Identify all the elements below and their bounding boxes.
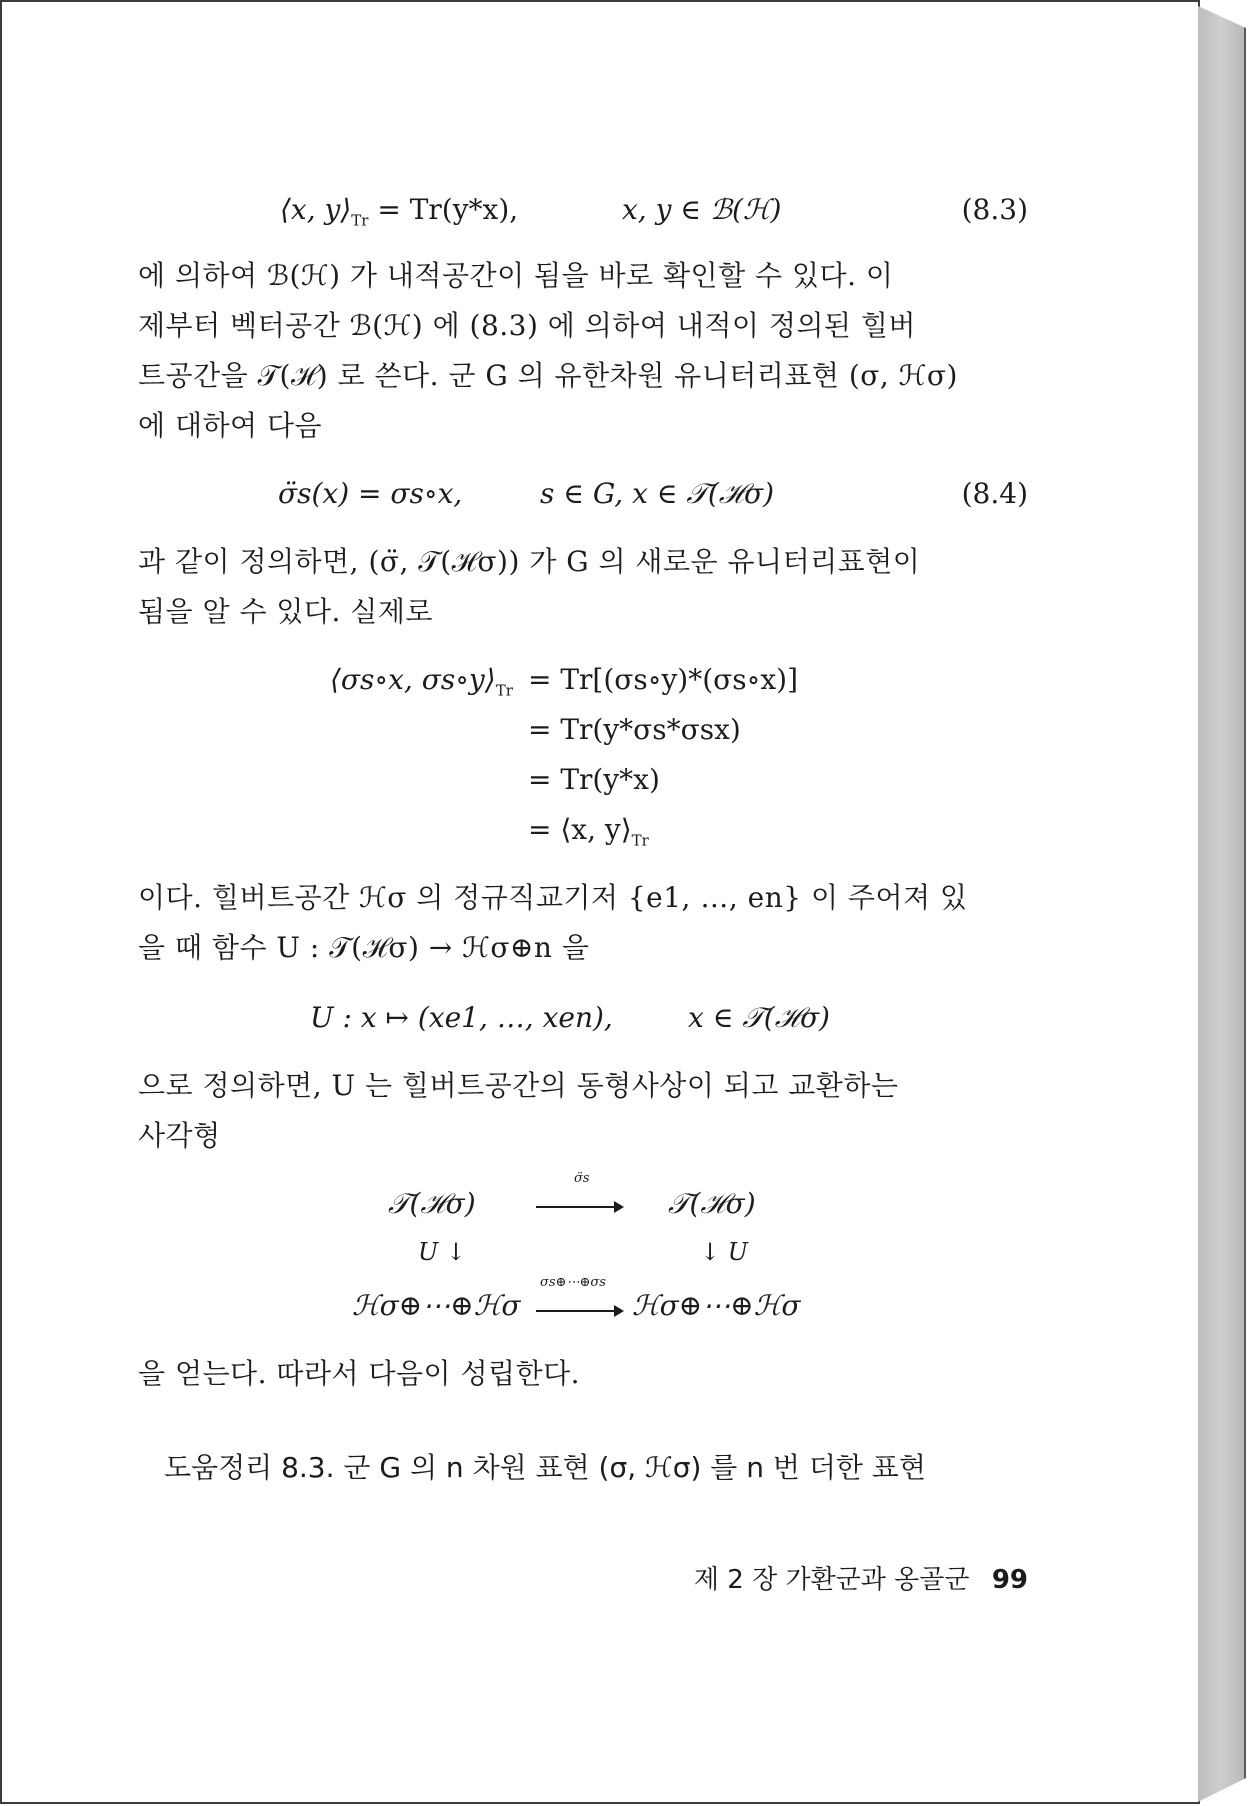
para4-line-1: 으로 정의하면, U 는 힐버트공간의 동형사상이 되고 교환하는 <box>138 1069 899 1102</box>
diagram-top-left: 𝒯(ℋσ) <box>388 1187 476 1220</box>
eq-8-3-lhs-sub: Tr <box>351 211 369 230</box>
derivation-step-4 <box>528 810 649 861</box>
page-edge <box>1198 6 1246 1802</box>
derivation-step-3: = Tr(y*x) <box>528 763 660 796</box>
eq-u-lhs: U : x ↦ (xe1, …, xen), <box>310 1001 613 1034</box>
para1-line-1: 에 의하여 ℬ(ℋ) 가 내적공간이 됨을 바로 확인할 수 있다. 이 <box>138 259 894 292</box>
para1-line-4: 에 대하여 다음 <box>138 409 323 442</box>
diagram-bottom-right: ℋσ⊕⋯⊕ℋσ <box>632 1289 801 1322</box>
diagram-bottom-left: ℋσ⊕⋯⊕ℋσ <box>352 1289 521 1322</box>
diagram-top-arrow-label: σ̈s <box>574 1171 590 1186</box>
para2-line-2: 됨을 알 수 있다. 실제로 <box>138 595 433 628</box>
diagram-left-label: U ↓ <box>418 1238 466 1266</box>
eq-8-3-rhs: = Tr(y*x), <box>377 193 519 226</box>
eq-8-3-condition: x, y ∈ ℬ(ℋ) <box>622 193 782 226</box>
para3-line-1: 이다. 힐버트공간 ℋσ 의 정규직교기저 {e1, …, en} 이 주어져 있 <box>138 881 968 914</box>
eq-8-4-lhs: σ̈s(x) = σs∘x, <box>278 477 463 510</box>
para5-line: 을 얻는다. 따라서 다음이 성립한다. <box>138 1357 581 1390</box>
eq-8-3-lhs: ⟨x, y⟩ <box>280 193 352 226</box>
para4-line-2: 사각형 <box>138 1119 221 1152</box>
footer-chapter: 제 2 장 가환군과 옹골군 <box>693 1565 970 1595</box>
para1-line-2: 제부터 벡터공간 ℬ(ℋ) 에 (8.3) 에 의하여 내적이 정의된 힐버 <box>138 309 916 342</box>
lemma-8-3: 도움정리 8.3. 군 G 의 n 차원 표현 (σ, ℋσ) 를 n 번 더한 표현 <box>164 1451 926 1484</box>
para2-line-1: 과 같이 정의하면, (σ̈, 𝒯(ℋσ)) 가 G 의 새로운 유니터리표현이 <box>138 545 921 578</box>
diagram-bottom-arrow <box>536 1310 622 1312</box>
diagram-bottom-arrow-label: σs⊕⋯⊕σs <box>540 1275 606 1290</box>
page-footer <box>676 1562 1028 1598</box>
equation-8-3 <box>280 190 518 241</box>
eq-8-3-number: (8.3) <box>961 193 1028 226</box>
diagram-top-right: 𝒯(ℋσ) <box>668 1187 756 1220</box>
derivation-step-1: = Tr[(σs∘y)*(σs∘x)] <box>528 663 798 696</box>
derivation-step-2: = Tr(y*σs*σsx) <box>528 713 741 746</box>
diagram-top-arrow <box>536 1206 622 1208</box>
derivation-step-4-text: = ⟨x, y⟩ <box>528 813 632 846</box>
derivation-step-4-sub: Tr <box>631 831 649 850</box>
eq-u-condition: x ∈ 𝒯(ℋσ) <box>688 1001 830 1034</box>
derivation-lhs-sub: Tr <box>495 681 513 700</box>
eq-8-4-number: (8.4) <box>961 477 1028 510</box>
eq-8-4-condition: s ∈ G, x ∈ 𝒯(ℋσ) <box>540 477 775 510</box>
derivation-lhs <box>330 660 513 711</box>
para1-line-3: 트공간을 𝒯(ℋ) 로 쓴다. 군 G 의 유한차원 유니터리표현 (σ, ℋσ) <box>138 359 958 392</box>
page-number: 99 <box>991 1565 1028 1595</box>
derivation-lhs-text: ⟨σs∘x, σs∘y⟩ <box>330 663 496 696</box>
para3-line-2: 을 때 함수 U : 𝒯(ℋσ) → ℋσ⊕n 을 <box>138 931 590 964</box>
diagram-right-label: ↓ U <box>700 1238 748 1266</box>
